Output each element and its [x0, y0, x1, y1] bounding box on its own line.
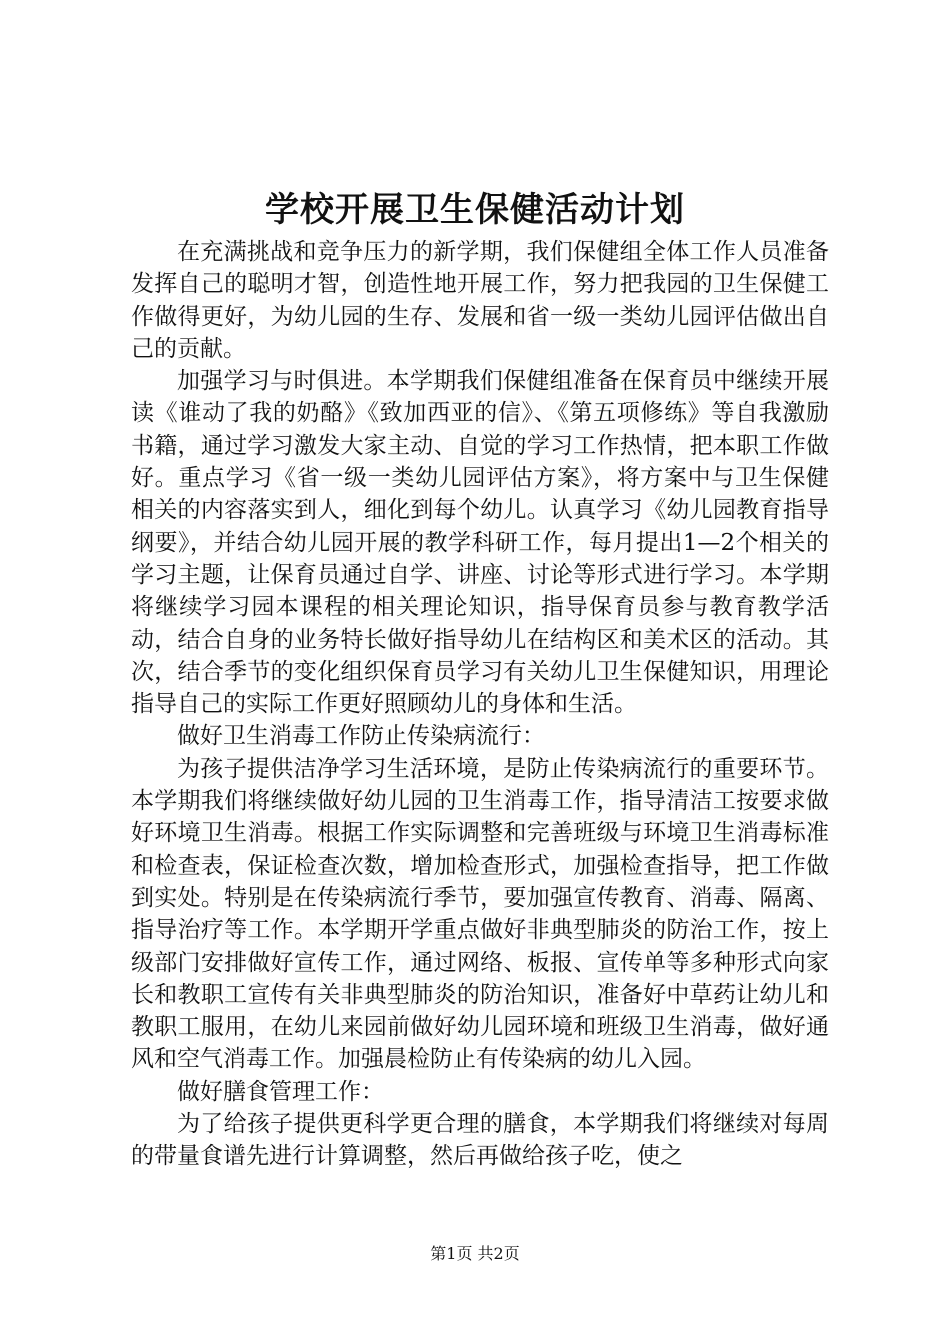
- document-body: [131, 236, 829, 1173]
- paragraph-study: 加强学习与时俱进。本学期我们保健组准备在保育员中继续开展读《谁动了我的奶酪》《致加西亚的信》、《第五项修练》等自我激励书籍，通过学习激发大家主动、自觉的学习工作热情，把本职工作做好。重点学习《省一级一类幼儿园评估方案》，将方案中与卫生保健相关的内容落实到人，细化到每个幼儿。认真学习《幼儿园教育指导纲要》，并结合幼儿园开展的教学科研工作，每月提出1—2个相关的学习主题，让保育员通过自学、讲座、讨论等形式进行学习。本学期将继续学习园本课程的相关理论知识，指导保育员参与教育教学活动，结合自身的业务特长做好指导幼儿在结构区和美术区的活动。其次，结合季节的变化组织保育员学习有关幼儿卫生保健知识，用理论指导自己的实际工作更好照顾幼儿的身体和生活。: [131, 368, 829, 718]
- paragraph-disinfection: 为孩子提供洁净学习生活环境，是防止传染病流行的重要环节。本学期我们将继续做好幼儿园的卫生消毒工作，指导清洁工按要求做好环境卫生消毒。根据工作实际调整和完善班级与环境卫生消毒标准和检查表，保证检查次数，增加检查形式，加强检查指导，把工作做到实处。特别是在传染病流行季节，要加强宣传教育、消毒、隔离、指导治疗等工作。本学期开学重点做好非典型肺炎的防治工作，按上级部门安排做好宣传工作，通过网络、板报、宣传单等多种形式向家长和教职工宣传有关非典型肺炎的防治知识，准备好中草药让幼儿和教职工服用，在幼儿来园前做好幼儿园环境和班级卫生消毒，做好通风和空气消毒工作。加强晨检防止有传染病的幼儿入园。: [131, 755, 829, 1073]
- paragraph-meal-heading: 做好膳食管理工作：: [177, 1078, 384, 1105]
- document-title: 学校开展卫生保健活动计划: [265, 190, 685, 230]
- paragraph-disinfection-heading: 做好卫生消毒工作防止传染病流行：: [177, 723, 545, 750]
- paragraph-intro: 在充满挑战和竞争压力的新学期，我们保健组全体工作人员准备发挥自己的聪明才智，创造性地开展工作，努力把我园的卫生保健工作做得更好，为幼儿园的生存、发展和省一级一类幼儿园评估做出自己的贡献。: [131, 239, 829, 362]
- page-number-footer: 第1页 共2页: [430, 1244, 520, 1263]
- paragraph-meal: 为了给孩子提供更科学更合理的膳食，本学期我们将继续对每周的带量食谱先进行计算调整，然后再做给孩子吃，使之: [131, 1111, 829, 1170]
